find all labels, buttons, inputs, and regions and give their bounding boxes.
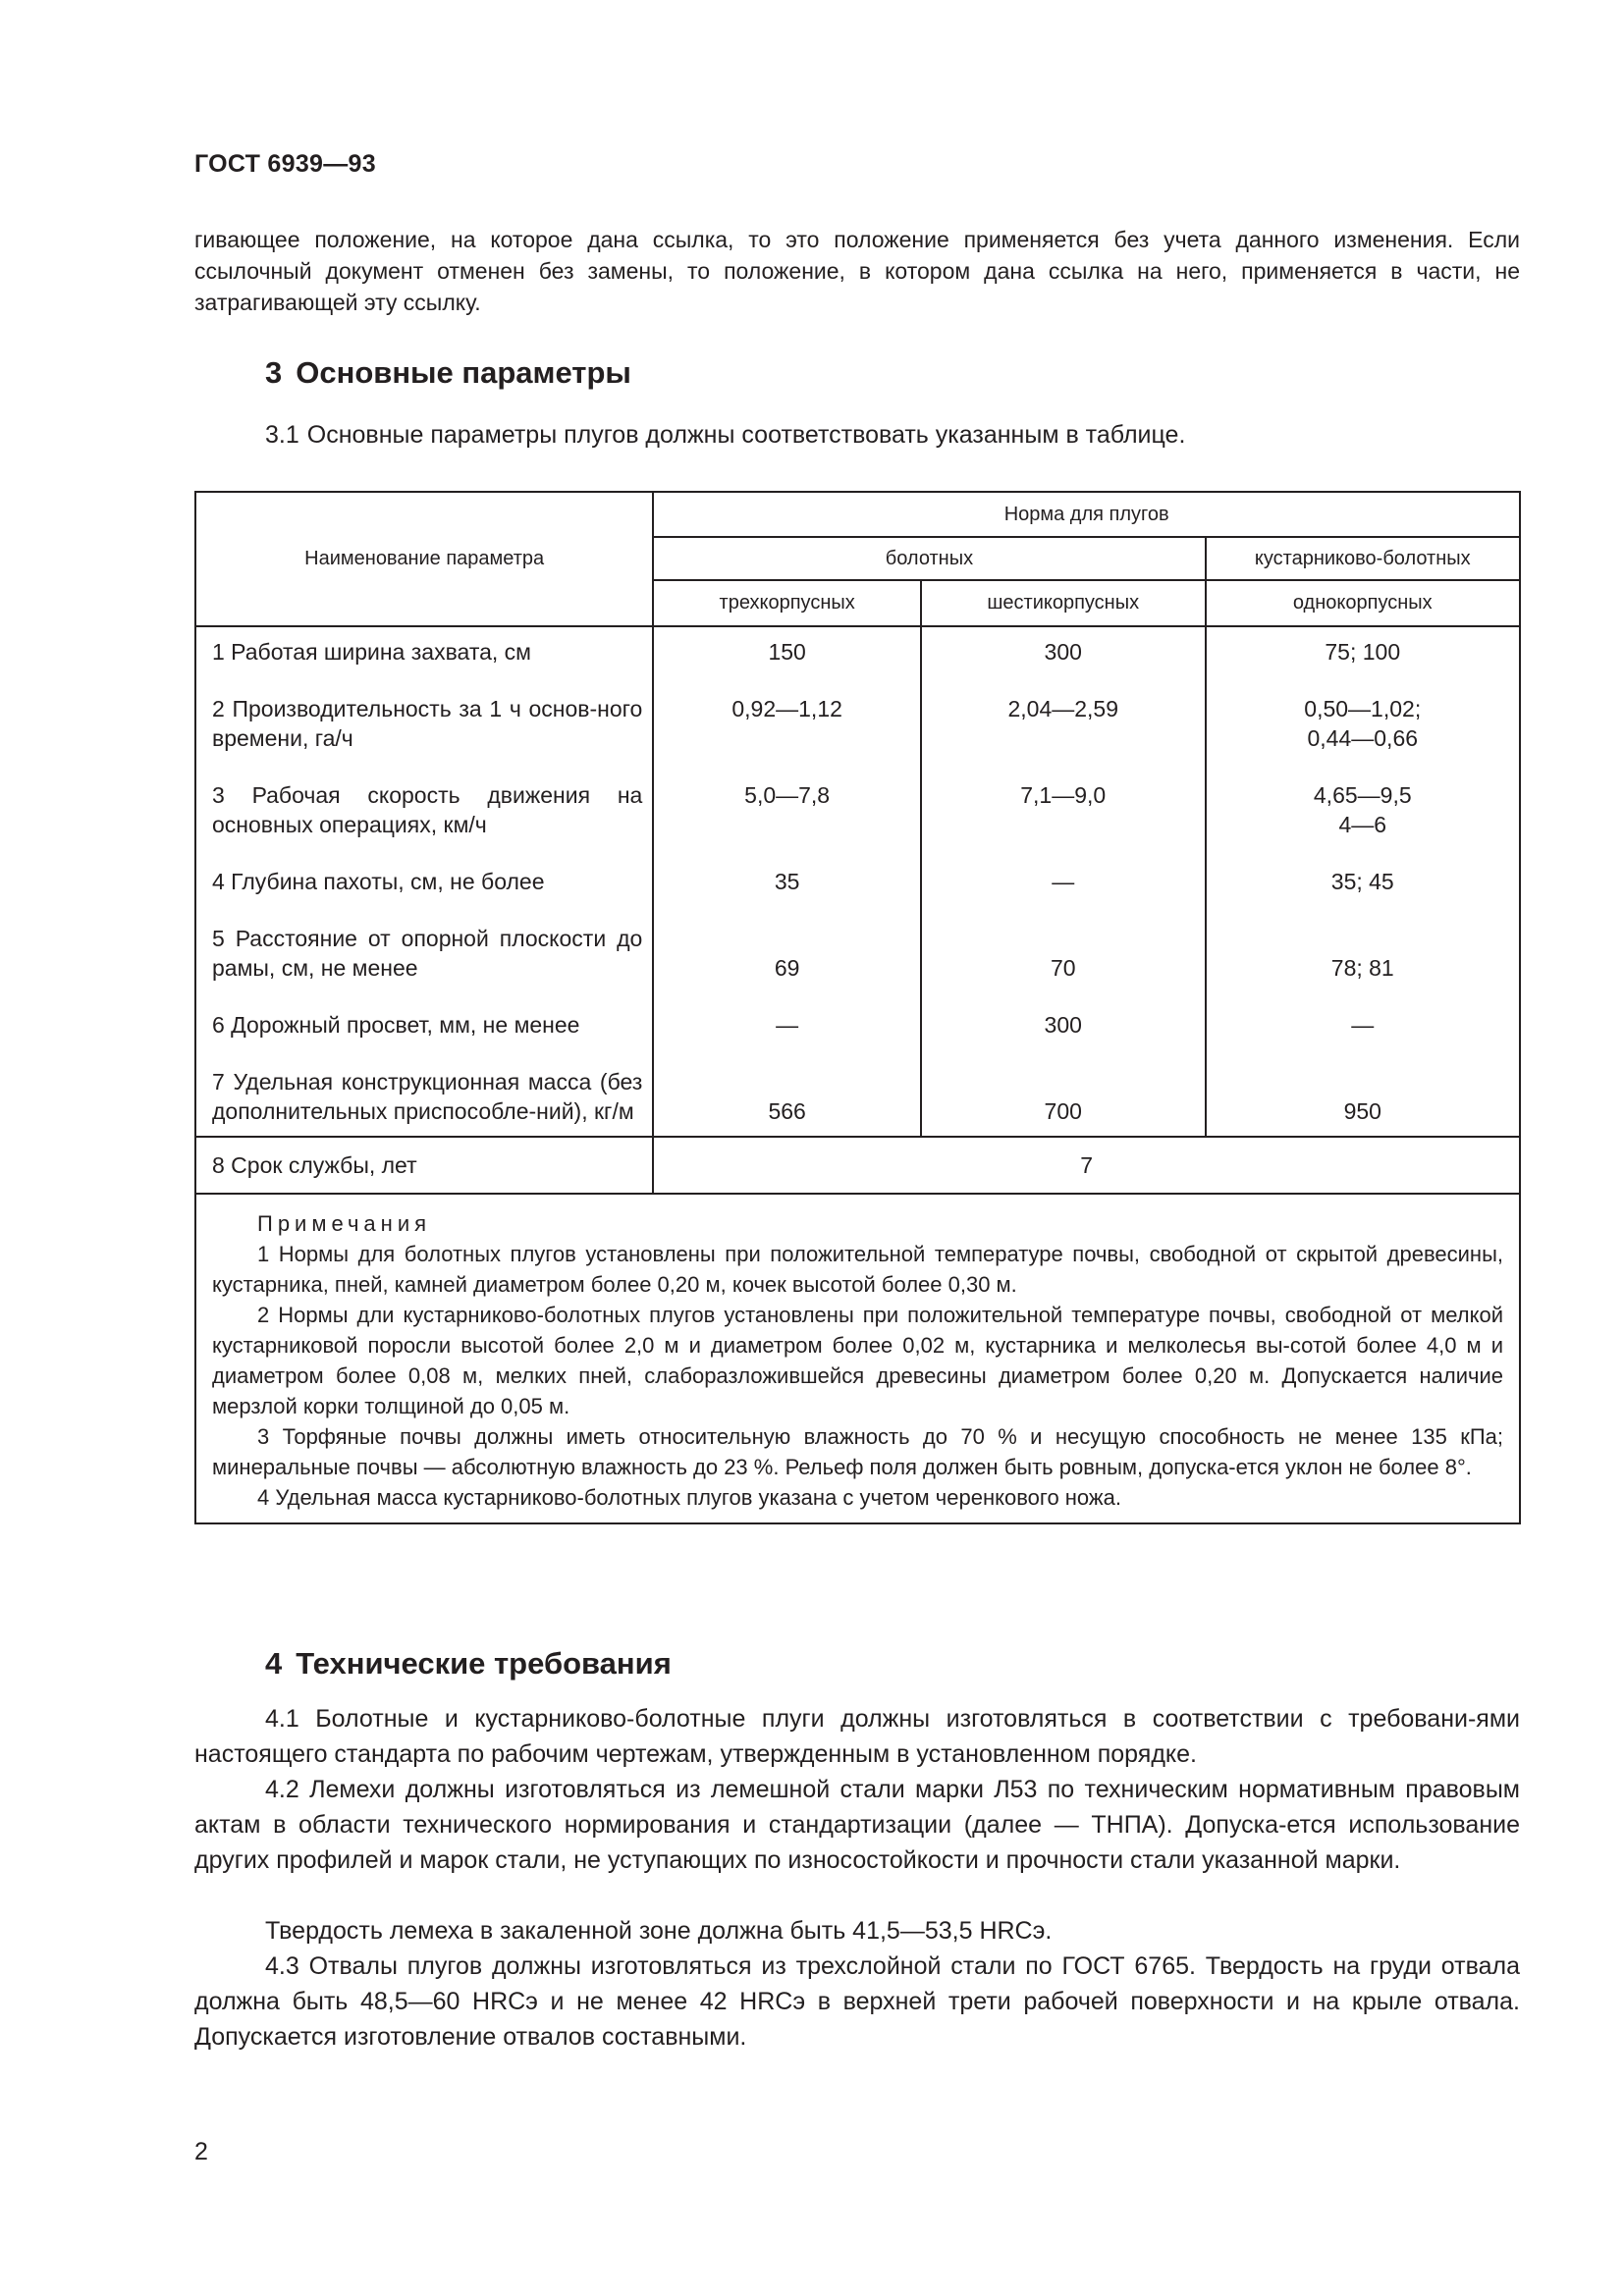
param-cell: 8 Срок службы, лет [195, 1137, 653, 1194]
param-cell: 7 Удельная конструкционная масса (без дополнительных приспособле-ний), кг/м [195, 1067, 653, 1137]
header-three-body: трехкорпусных [653, 580, 921, 626]
value-three-cell: 566 [653, 1067, 921, 1137]
notes-row [195, 1194, 1520, 1523]
table-row [195, 1137, 1520, 1194]
note-item: 1 Нормы для болотных плугов установлены при положительной температуре почвы, свободной от скрытой древесины, кустарника, пней, камней диаметром более 0,20 м, кочек высотой более 0,30 м. [212, 1242, 1503, 1297]
value-three-cell: 5,0—7,8 [653, 780, 921, 867]
value-line: 0,50—1,02; [1304, 696, 1422, 721]
header-swamp-ploughs: болотных [653, 537, 1205, 580]
value-single-cell: 78; 81 [1206, 924, 1520, 1010]
value-three-cell: 69 [653, 924, 921, 1010]
table-row [195, 867, 1520, 924]
value-six-cell: 700 [921, 1067, 1206, 1137]
value-six-cell: 7,1—9,0 [921, 780, 1206, 867]
value-single-cell: 950 [1206, 1067, 1520, 1137]
clause-3-1 [265, 421, 1185, 450]
param-cell: 6 Дорожный просвет, мм, не менее [195, 1010, 653, 1067]
clause-4-1: 4.1 Болотные и кустарниково-болотные плуги должны изготовляться в соответствии с требовани-ями настоящего стандарта по рабочим чертежам, утвержденным в установленном порядке. [194, 1705, 1520, 1768]
value-all-cell: 7 [653, 1137, 1520, 1194]
note-item: 3 Торфяные почвы должны иметь относительную влажность до 70 % и несущую способность не менее 135 кПа; минеральные почвы — абсолютную влажность до 23 %. Рельеф поля должен быть ровным, допуска-ется уклон не более 8°. [212, 1424, 1503, 1479]
note-item: 4 Удельная масса кустарниково-болотных плугов указана с учетом черенкового ножа. [257, 1485, 1121, 1510]
value-six-cell: 300 [921, 626, 1206, 694]
value-six-cell: 70 [921, 924, 1206, 1010]
table-row [195, 626, 1520, 694]
value-single-cell [1206, 694, 1520, 780]
value-six-cell: 2,04—2,59 [921, 694, 1206, 780]
section-4-number: 4 [265, 1646, 283, 1681]
note-item: 2 Нормы дли кустарниково-болотных плугов установлены при положительной температуре почвы, свободной от мелкой кустарниковой поросли высотой более 2,0 м и диаметром более 0,02 м, кустарника и мелколесья вы-сотой более 4,0 м и диаметром более 0,08 м, мелких пней, слаборазложившейся древесины диаметром более 0,20 м. Допускается наличие мерзлой корки толщиной до 0,05 м. [212, 1303, 1503, 1418]
value-six-cell: — [921, 867, 1206, 924]
header-norm-for-ploughs: Норма для плугов [653, 492, 1520, 537]
section-4-title: Технические требования [296, 1646, 672, 1681]
notes-title: Примечания [257, 1211, 432, 1236]
value-line: 4,65—9,5 [1313, 782, 1412, 808]
param-cell: 2 Производительность за 1 ч основ-ного времени, га/ч [195, 694, 653, 780]
value-six-cell: 300 [921, 1010, 1206, 1067]
clause-3-1-text: Основные параметры плугов должны соответствовать указанным в таблице. [306, 421, 1186, 449]
header-six-body: шестикорпусных [921, 580, 1206, 626]
value-single-cell: 35; 45 [1206, 867, 1520, 924]
value-single-cell: 75; 100 [1206, 626, 1520, 694]
value-line: 0,44—0,66 [1307, 725, 1419, 751]
value-three-cell: — [653, 1010, 921, 1067]
document-code-header: ГОСТ 6939—93 [194, 150, 376, 178]
table-row [195, 1067, 1520, 1137]
notes-cell [195, 1194, 1520, 1523]
table-notes [195, 1194, 1520, 1523]
table-row [195, 1010, 1520, 1067]
clause-4-2: 4.2 Лемехи должны изготовляться из лемешной стали марки Л53 по техническим нормативным правовым актам в области технического нормирования и стандартизации (далее — ТНПА). Допуска-ется использование других профилей и марок стали, не уступающих по износостойкости и прочности стали указанной марки. [194, 1776, 1520, 1874]
value-three-cell: 0,92—1,12 [653, 694, 921, 780]
intro-paragraph: гивающее положение, на которое дана ссылка, то это положение применяется без учета данного изменения. Если ссылочный документ отменен без замены, то положение, в котором дана ссылка на него, применяется в части, не затрагивающей эту ссылку. [194, 227, 1520, 315]
section-3-heading [265, 355, 631, 391]
parameters-table [194, 491, 1521, 1524]
section-3-number: 3 [265, 355, 283, 390]
table-row [195, 694, 1520, 780]
clause-4-3: 4.3 Отвалы плугов должны изготовляться из трехслойной стали по ГОСТ 6765. Твердость на груди отвала должна быть 48,5—60 HRCэ и не менее 42 HRCэ в верхней трети рабочей поверхности и на крыле отвала. Допускается изготовление отвалов составными. [194, 1952, 1520, 2051]
header-shrub-swamp-ploughs: кустарниково-болотных [1206, 537, 1520, 580]
value-three-cell: 35 [653, 867, 921, 924]
value-single-cell: — [1206, 1010, 1520, 1067]
value-single-cell [1206, 780, 1520, 867]
share-hardness-paragraph: Твердость лемеха в закаленной зоне должна быть 41,5—53,5 HRCэ. [265, 1917, 1053, 1945]
table-header [195, 492, 1520, 626]
value-line: 4—6 [1338, 812, 1387, 837]
param-cell: 1 Работая ширина захвата, см [195, 626, 653, 694]
page-number: 2 [194, 2138, 208, 2165]
param-cell: 3 Рабочая скорость движения на основных операциях, км/ч [195, 780, 653, 867]
table-service-life [195, 1137, 1520, 1194]
value-three-cell: 150 [653, 626, 921, 694]
param-cell: 4 Глубина пахоты, см, не более [195, 867, 653, 924]
table-row [195, 780, 1520, 867]
table-row [195, 924, 1520, 1010]
table-body [195, 626, 1520, 1137]
header-parameter-name: Наименование параметра [195, 492, 653, 626]
header-single-body: однокорпусных [1206, 580, 1520, 626]
clause-3-1-number: 3.1 [265, 421, 299, 449]
section-3-title: Основные параметры [296, 355, 631, 390]
section-4-heading [265, 1646, 672, 1682]
param-cell: 5 Расстояние от опорной плоскости до рамы, см, не менее [195, 924, 653, 1010]
